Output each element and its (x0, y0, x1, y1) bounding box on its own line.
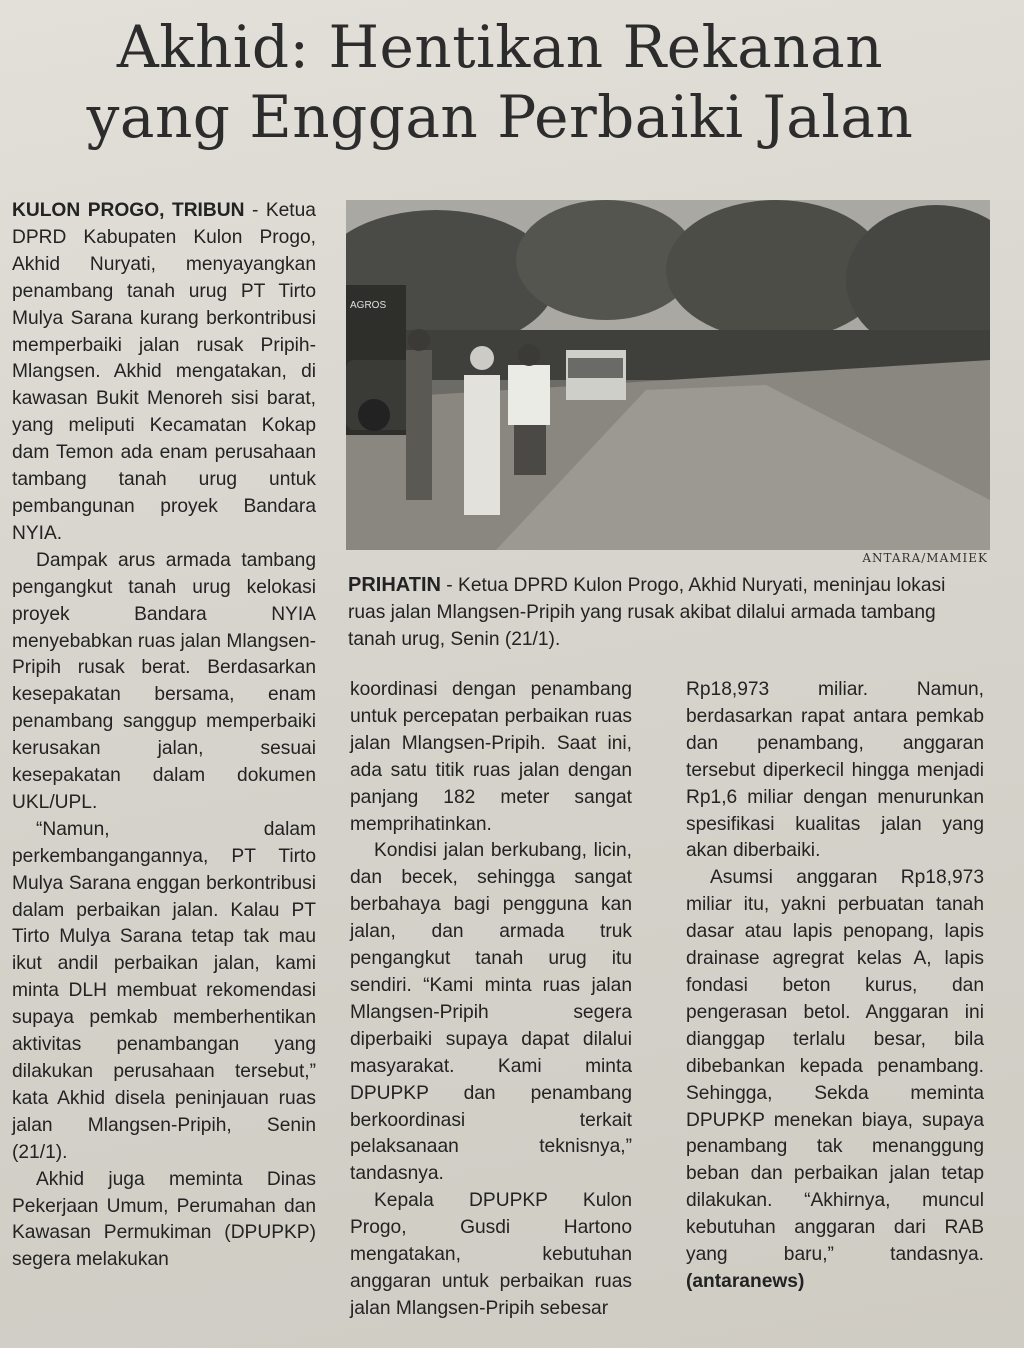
headline-line-2: yang Enggan Perbaiki Jalan (86, 83, 914, 151)
article-column-3 (686, 677, 984, 1296)
headline-line-1: Akhid: Hentikan Rekanan (116, 13, 884, 81)
article-paragraph: Akhid juga meminta Dinas Pekerjaan Umum, Perumahan dan Kawasan Permukiman (DPUPKP) segera melakukan (12, 1168, 316, 1271)
article-paragraph: Kondisi jalan berkubang, licin, dan becek, sehingga sangat berbahaya bagi pengguna kan jalan, dan armada truk pengangkut tanah urug itu sendiri. “Kami minta ruas jalan Mlangsen-Pripih segera diperbaiki supaya dapat dilalui masyarakat. Kami minta DPUPKP dan penambang berkoordinasi terkait pelaksanaan teknisnya,” tandasnya. (350, 840, 632, 1185)
article-paragraph: Dampak arus armada tambang pengangkut tanah urug kelokasi proyek Bandara NYIA menyebabkan ruas jalan Mlangsen-Pripih rusak berat. Berdasarkan kesepakatan bersama, enam penambang sanggup memperbaiki kerusakan jalan, sesuai kesepakatan dalam dokumen UKL/UPL. (12, 549, 316, 813)
article-column-2 (350, 677, 632, 1323)
dateline: KULON PROGO, TRIBUN (12, 200, 245, 221)
article-paragraph: Kepala DPUPKP Kulon Progo, Gusdi Hartono mengatakan, kebutuhan anggaran untuk perbaikan ruas jalan Mlangsen-Pripih sebesar (350, 1190, 632, 1319)
article-paragraph: koordinasi dengan penambang untuk percepatan perbaikan ruas jalan Mlangsen-Pripih. Saat ini, ada satu titik ruas jalan dengan panjang 182 meter sangat memprihatinkan. (350, 679, 632, 835)
truck-sign-text: AGROS (350, 300, 387, 311)
photo-credit: ANTARA/MAMIEK (862, 551, 988, 565)
headline (20, 12, 980, 152)
article-paragraph: Asumsi anggaran Rp18,973 miliar itu, yakni perbuatan tanah dasar atau lapis penopang, lapis drainase agregrat kelas A, lapis fondasi beton kurus, dan pengerasan betol. Anggaran ini dianggap terlalu besar, bila dibebankan kepada penambang. Sehingga, Sekda meminta DPUPKP menekan biaya, supaya penambang tak menanggung beban dan perbaikan jalan tetap dilakukan. “Akhirnya, muncul kebutuhan anggaran dari RAB yang baru,” tandasnya. (antaranews) (686, 867, 984, 1292)
road-inspection-photo (346, 200, 990, 550)
article-paragraph: “Namun, dalam perkembangangannya, PT Tirto Mulya Sarana enggan berkontribusi dalam perbaikan jalan. Kalau PT Tirto Mulya Sarana tetap tak mau ikut andil perbaikan jalan, kami minta DLH membuat rekomendasi supaya pemkab memberhentikan aktivitas penambangan yang dilakukan perusahaan tersebut,” kata Akhid disela peninjauan ruas jalan Mlangsen-Pripih, Senin (21/1). (12, 818, 316, 1163)
article-paragraph: KULON PROGO, TRIBUN - Ketua DPRD Kabupaten Kulon Progo, Akhid Nuryati, menyayangkan penambang tanah urug PT Tirto Mulya Sarana kurang berkontribusi memperbaiki jalan rusak Pripih-Mlangsen. Akhid mengatakan, di kawasan Bukit Menoreh sisi barat, yang meliputi Kecamatan Kokap dam Temon ada enam perusahaan tambang tanah urug untuk pembangunan proyek Bandara NYIA. (12, 200, 316, 544)
article-column-1 (12, 198, 316, 1274)
caption-text: - Ketua DPRD Kulon Progo, Akhid Nuryati, meninjau lokasi ruas jalan Mlangsen-Pripih yang rusak akibat dilalui armada tambang tanah urug, Senin (21/1). (348, 575, 946, 650)
article-paragraph: Rp18,973 miliar. Namun, berdasarkan rapat antara pemkab dan penambang, anggaran tersebut diperkecil hingga menjadi Rp1,6 miliar dengan menurunkan spesifikasi kualitas jalan yang akan diberbaiki. (686, 679, 984, 862)
source-signoff: (antaranews) (686, 1270, 805, 1292)
news-photo (346, 200, 990, 550)
photo-caption (348, 572, 988, 654)
caption-keyword: PRIHATIN (348, 574, 441, 596)
